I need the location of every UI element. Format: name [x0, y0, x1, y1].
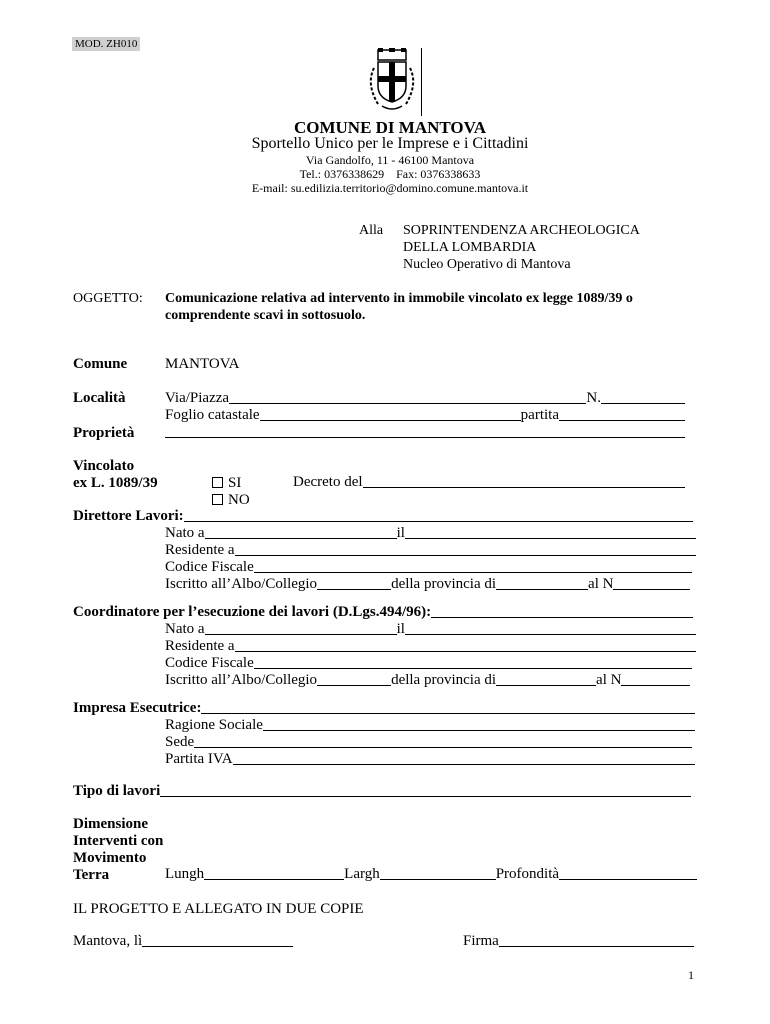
- profondita-field[interactable]: [559, 878, 697, 880]
- dimensione-row: [165, 866, 697, 883]
- direttore-residente-label: Residente a: [165, 542, 235, 558]
- via-piazza-row: [165, 390, 685, 407]
- direttore-provincia-field[interactable]: [496, 588, 588, 590]
- phone-fax: Tel.: 0376338629 Fax: 0376338633: [299, 167, 481, 181]
- iva-field[interactable]: [233, 763, 695, 765]
- sede-field[interactable]: [194, 746, 692, 748]
- iva-label: Partita IVA: [165, 751, 233, 767]
- direttore-nato-field[interactable]: [205, 537, 397, 539]
- data-field[interactable]: [142, 945, 293, 947]
- direttore-field[interactable]: [184, 520, 693, 522]
- coordinatore-nato-field[interactable]: [205, 633, 397, 635]
- coordinatore-nato-row: [165, 621, 696, 638]
- direttore-iscritto-label: Iscritto all’Albo/Collegio: [165, 576, 318, 592]
- direttore-aln-field[interactable]: [613, 588, 690, 590]
- direttore-row: [73, 508, 693, 525]
- localita-label: Località: [73, 390, 126, 406]
- coordinatore-iscritto-row: [165, 672, 690, 689]
- foglio-row: [165, 407, 685, 424]
- direttore-codice-row: [165, 559, 692, 576]
- direttore-nato-label: Nato a: [165, 525, 205, 541]
- coordinatore-codice-label: Codice Fiscale: [165, 655, 254, 671]
- proprieta-label: Proprietà: [73, 425, 135, 441]
- dimensione-label-2: Interventi con: [73, 833, 164, 849]
- direttore-provincia-label: della provincia di: [391, 576, 497, 592]
- direttore-codice-field[interactable]: [254, 571, 692, 573]
- tipo-label: Tipo di lavori: [73, 783, 161, 799]
- progetto-note: IL PROGETTO E ALLEGATO IN DUE COPIE: [73, 901, 364, 917]
- oggetto-line-2: comprendente scavi in sottosuolo.: [165, 308, 366, 323]
- proprieta-field[interactable]: [165, 436, 685, 438]
- lungh-label: Lungh: [165, 866, 205, 882]
- coordinatore-nato-label: Nato a: [165, 621, 205, 637]
- coordinatore-field[interactable]: [431, 616, 693, 618]
- tipo-row: [73, 783, 691, 800]
- sede-label: Sede: [165, 734, 195, 750]
- via-piazza-label: Via/Piazza: [165, 390, 230, 406]
- direttore-iscritto-row: [165, 576, 690, 593]
- page-title: COMUNE DI MANTOVA: [293, 118, 487, 137]
- page-subtitle: Sportello Unico per le Imprese e i Cittadini: [251, 135, 529, 152]
- coat-of-arms-icon: [360, 48, 424, 114]
- firma-field[interactable]: [499, 945, 694, 947]
- decreto-label: Decreto del: [293, 474, 363, 490]
- oggetto-line-1: Comunicazione relativa ad intervento in immobile vincolato ex legge 1089/39 o: [165, 291, 633, 306]
- direttore-il-field[interactable]: [405, 537, 696, 539]
- iva-row: [165, 751, 695, 768]
- impresa-row: [73, 700, 695, 717]
- numero-label: N.: [586, 390, 601, 406]
- coordinatore-aln-label: al N: [596, 672, 622, 688]
- direttore-il-label: il: [396, 525, 405, 541]
- ragione-field[interactable]: [263, 729, 695, 731]
- coordinatore-aln-field[interactable]: [621, 684, 690, 686]
- partita-field[interactable]: [559, 419, 685, 421]
- no-option[interactable]: [212, 492, 250, 509]
- coordinatore-il-field[interactable]: [405, 633, 696, 635]
- direttore-nato-row: [165, 525, 696, 542]
- coordinatore-residente-row: [165, 638, 696, 655]
- lungh-field[interactable]: [204, 878, 344, 880]
- decreto-row: [293, 474, 685, 491]
- si-option[interactable]: [212, 475, 241, 492]
- coordinatore-residente-field[interactable]: [235, 650, 696, 652]
- comune-label: Comune: [73, 356, 128, 372]
- coordinatore-provincia-field[interactable]: [496, 684, 596, 686]
- largh-label: Largh: [344, 866, 380, 882]
- comune-value: MANTOVA: [165, 356, 240, 372]
- decreto-field[interactable]: [363, 486, 685, 488]
- luogo-row: [73, 933, 293, 950]
- direttore-label: Direttore Lavori:: [73, 508, 184, 524]
- foglio-label: Foglio catastale: [165, 407, 260, 423]
- form-code: [72, 34, 140, 52]
- ragione-label: Ragione Sociale: [165, 717, 263, 733]
- luogo-label: Mantova, lì: [73, 933, 143, 949]
- form-code-label: MOD. ZH010: [72, 37, 140, 51]
- no-label: NO: [228, 492, 250, 508]
- si-checkbox[interactable]: [212, 477, 223, 488]
- tipo-field[interactable]: [160, 795, 691, 797]
- coordinatore-iscritto-label: Iscritto all’Albo/Collegio: [165, 672, 318, 688]
- coordinatore-row: [73, 604, 693, 621]
- dimensione-label-3: Movimento: [73, 850, 147, 866]
- coordinatore-residente-label: Residente a: [165, 638, 235, 654]
- firma-label: Firma: [463, 933, 499, 949]
- dimensione-label-1: Dimensione: [73, 816, 148, 832]
- via-piazza-field[interactable]: [229, 402, 586, 404]
- coordinatore-il-label: il: [396, 621, 405, 637]
- dimensione-label-4: Terra: [73, 867, 110, 883]
- oggetto-label: OGGETTO:: [73, 291, 143, 306]
- sede-row: [165, 734, 692, 751]
- coordinatore-codice-row: [165, 655, 692, 672]
- recipient-line-2: DELLA LOMBARDIA: [403, 240, 537, 255]
- direttore-residente-row: [165, 542, 696, 559]
- vincolato-label-2: ex L. 1089/39: [73, 475, 158, 491]
- numero-field[interactable]: [601, 402, 685, 404]
- recipient-line-3: Nucleo Operativo di Mantova: [403, 257, 571, 272]
- firma-row: [463, 933, 694, 950]
- vincolato-label-1: Vincolato: [73, 458, 135, 474]
- email: E-mail: su.edilizia.territorio@domino.comune.mantova.it: [251, 181, 529, 195]
- impresa-field[interactable]: [201, 712, 695, 714]
- recipient-line-1: SOPRINTENDENZA ARCHEOLOGICA: [403, 223, 640, 238]
- direttore-aln-label: al N: [588, 576, 614, 592]
- coordinatore-codice-field[interactable]: [254, 667, 692, 669]
- partita-label: partita: [520, 407, 559, 423]
- proprieta-row: [165, 424, 685, 441]
- address: Via Gandolfo, 11 - 46100 Mantova: [305, 153, 475, 167]
- recipient-prefix: Alla: [359, 223, 384, 238]
- impresa-label: Impresa Esecutrice:: [73, 700, 202, 716]
- coordinatore-provincia-label: della provincia di: [391, 672, 497, 688]
- ragione-row: [165, 717, 695, 734]
- profondita-label: Profondità: [495, 866, 560, 882]
- direttore-albo-field[interactable]: [317, 588, 391, 590]
- direttore-codice-label: Codice Fiscale: [165, 559, 254, 575]
- header-divider: [421, 48, 422, 116]
- coordinatore-label: Coordinatore per l’esecuzione dei lavori (D.Lgs.494/96):: [73, 604, 432, 620]
- foglio-field[interactable]: [260, 419, 521, 421]
- coordinatore-albo-field[interactable]: [317, 684, 391, 686]
- page-number: 1: [688, 968, 694, 982]
- no-checkbox[interactable]: [212, 494, 223, 505]
- direttore-residente-field[interactable]: [235, 554, 696, 556]
- si-label: SI: [228, 475, 242, 491]
- largh-field[interactable]: [380, 878, 496, 880]
